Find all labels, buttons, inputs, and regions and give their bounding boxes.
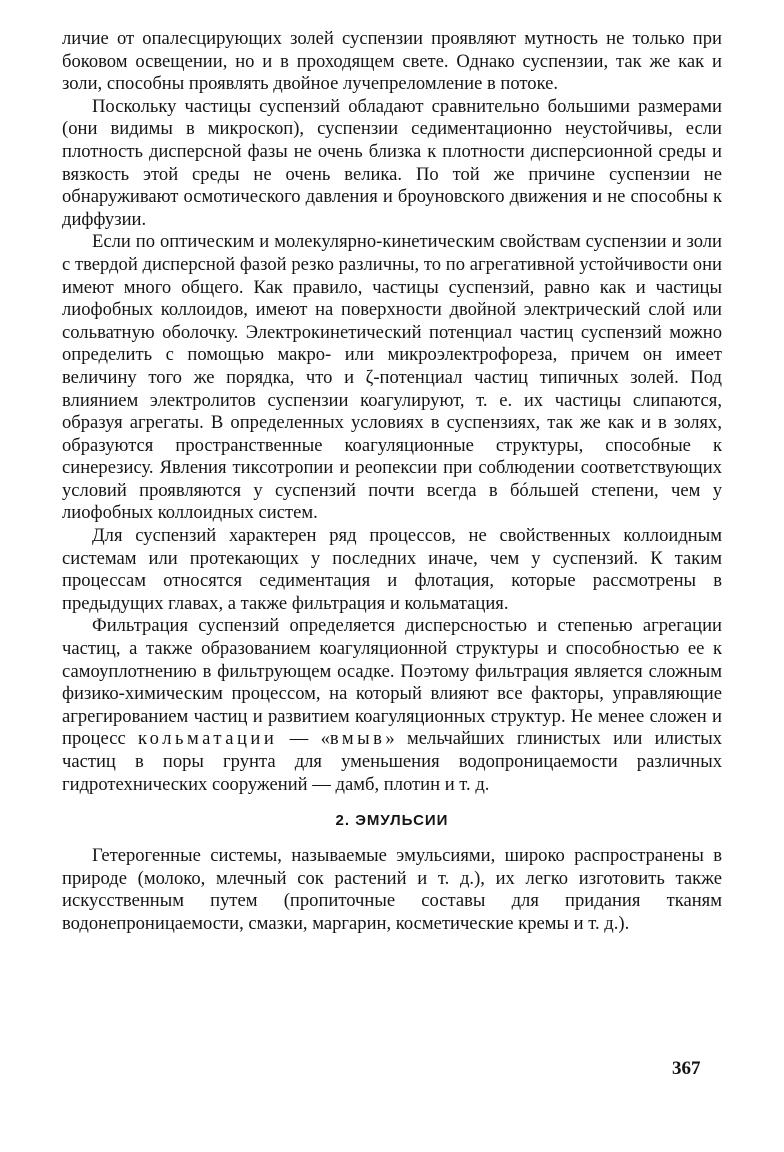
term-washing-in: вмыв xyxy=(329,728,386,750)
paragraph-continuation: личие от опалесцирующих золей суспензии проявляют мутность не только при боковом освещении, но и в проходящем свете. Однако суспензии, так же как и золи, способны проявлять двойное лучепреломление в потоке. xyxy=(62,28,722,95)
page-body xyxy=(62,28,722,936)
paragraph-aggregative-stability: Если по оптическим и молекулярно-кинетическим свойствам суспензии и золи с твердой дисперсной фазой резко различны, то по агрегативной устойчивости они имеют много общего. Как правило, частицы суспензий, равно как и частицы лиофобных коллоидов, имеют на поверхности двойной электрический слой или сольватную оболочку. Электрокинетический потенциал частиц суспензий можно определить с помощью макро- или микроэлектрофореза, причем он имеет величину того же порядка, что и ζ-потенциал частиц типичных золей. Под влиянием электролитов суспензии коагулируют, т. е. их частицы слипаются, образуя агрегаты. В определенных условиях в суспензиях, так же как и в золях, образуются пространственные коагуляционные структуры, способные к синерезису. Явления тиксотропии и реопексии при соблюдении соответствующих условий проявляются у суспензий почти всегда в бóльшей степени, чем у лиофобных коллоидных систем. xyxy=(62,231,722,524)
filtration-text-after: » мельчайших глинистых или илистых частиц в поры грунта для уменьшения водопроницаемости различных гидротехнических сооружений — дамб, плотин и т. д. xyxy=(62,728,722,795)
filtration-text-before: Фильтрация суспензий определяется дисперсностью и степенью агрегации частиц, а также образованием коагуляционной структуры и способностью ее к самоуплотнению в фильтрующем осадке. Поэтому фильтрация является сложным физико-химическим процессом, на который влияют все факторы, управляющие агрегированием частиц и развитием коагуляционных структур. Не менее сложен и процесс xyxy=(62,615,722,750)
filtration-text-middle: — « xyxy=(277,728,330,750)
paragraph-sedimentation: Поскольку частицы суспензий обладают сравнительно большими размерами (они видимы в микроскоп), суспензии седиментационно неустойчивы, если плотность дисперсной фазы не очень близка к плотности дисперсионной среды и вязкость этой среды не очень велика. По той же причине суспензии не обнаруживают осмотического давления и броуновского движения и не способны к диффузии. xyxy=(62,95,722,230)
paragraph-processes: Для суспензий характерен ряд процессов, не свойственных коллоидным системам или протекающих у последних иначе, чем у суспензий. К таким процессам относятся седиментация и флотация, которые рассмотрены в предыдущих главах, а также фильтрация и кольматация. xyxy=(62,525,722,614)
paragraph-emulsions: Гетерогенные системы, называемые эмульсиями, широко распространены в природе (молоко, млечный сок растений и т. д.), их легко изготовить также искусственным путем (пропиточные составы для придания тканям водонепроницаемости, смазки, маргарин, косметические кремы и т. д.). xyxy=(62,845,722,934)
section-heading-emulsions: 2. ЭМУЛЬСИИ xyxy=(335,812,449,830)
paragraph-filtration xyxy=(62,615,722,796)
term-colmatation: кольматации xyxy=(138,728,278,750)
page-number: 367 xyxy=(672,1058,701,1079)
